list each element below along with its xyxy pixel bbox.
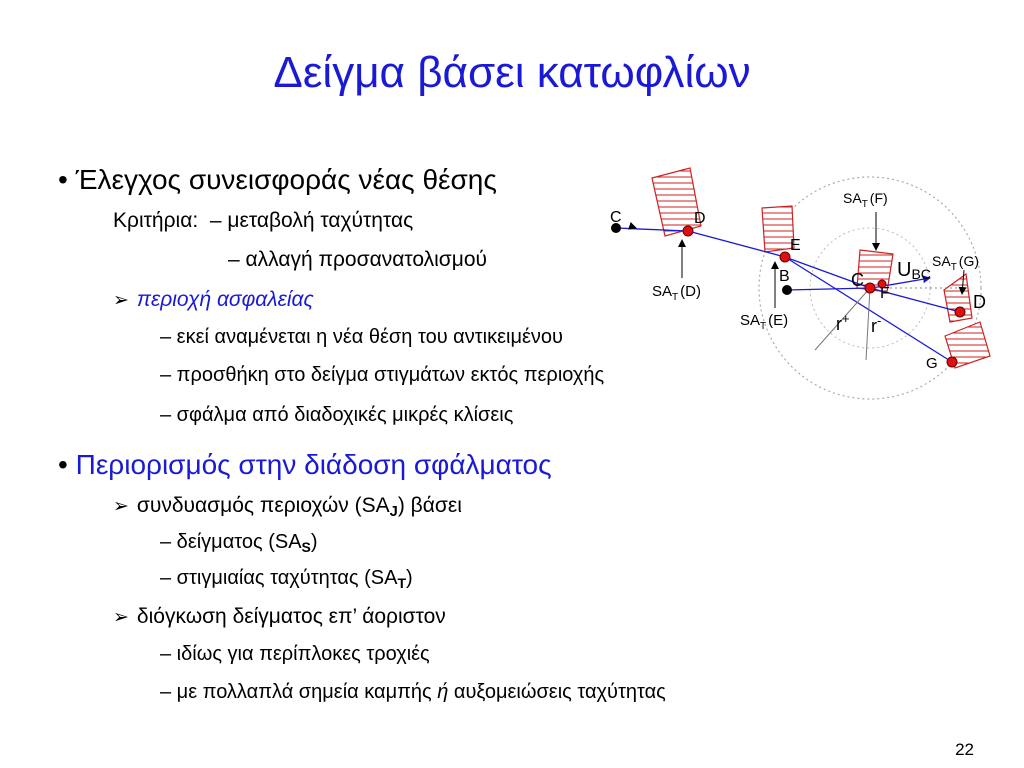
combination-suffix: ) βάσει bbox=[397, 494, 462, 517]
c-label-arrow bbox=[630, 226, 636, 228]
point-e bbox=[780, 252, 790, 262]
label-r-plus: r+ bbox=[836, 311, 850, 334]
combination-subscript: J bbox=[389, 504, 398, 521]
label-sat-e: $SA_T$ (E) bbox=[740, 312, 789, 332]
label-c-start: C bbox=[610, 209, 622, 226]
criteria-label: Κριτήρια: bbox=[113, 209, 199, 232]
point-g bbox=[947, 357, 957, 367]
criteria-orientation-change: – αλλαγή προσανατολισμού bbox=[228, 248, 488, 271]
point-b bbox=[782, 285, 792, 295]
criteria-speed-change: – μεταβολή ταχύτητας bbox=[209, 209, 414, 232]
sample-suffix: ) bbox=[310, 531, 318, 553]
sample-basis-text: – δείγματος (SA bbox=[160, 531, 302, 553]
label-ubc: UBC bbox=[897, 259, 931, 282]
safety-sub-3: – σφάλμα από διαδοχικές μικρές κλίσεις bbox=[160, 404, 514, 426]
point-d2 bbox=[955, 307, 965, 317]
safety-sub-2: – προσθήκη στο δείγμα στιγμάτων εκτός περιοχής bbox=[160, 364, 605, 386]
label-d2: D bbox=[973, 292, 986, 312]
point-c bbox=[865, 283, 875, 293]
label-r-minus: r- bbox=[871, 313, 882, 336]
label-f: F bbox=[880, 285, 890, 302]
growth-sub-2-suffix: αυξομειώσεις ταχύτητας bbox=[448, 681, 666, 703]
bullet-contribution-check: • Έλεγχος συνεισφοράς νέας θέσης bbox=[58, 164, 497, 195]
label-d: D bbox=[694, 210, 706, 227]
label-c: C bbox=[851, 270, 864, 290]
combination-text: συνδυασμός περιοχών (SA bbox=[136, 494, 390, 517]
growth-sub-2-text: – με πολλαπλά σημεία καμπής bbox=[160, 681, 438, 703]
safety-sub-1: – εκεί αναμένεται η νέα θέση του αντικειμένου bbox=[160, 326, 563, 348]
growth-sub-1: – ιδίως για περίπλοκες τροχιές bbox=[160, 643, 430, 665]
speed-suffix: ) bbox=[406, 567, 413, 589]
error-propagation-text: Περιορισμός στην διάδοση σφάλματος bbox=[75, 449, 552, 480]
label-b: B bbox=[779, 268, 790, 285]
label-sat-d: $SA_T$ (D) bbox=[652, 283, 701, 303]
bullet-dot: • bbox=[58, 449, 68, 480]
label-g: G bbox=[926, 355, 938, 372]
speed-basis-text: – στιγμιαίας ταχύτητας (SA bbox=[160, 567, 398, 589]
arrow-bullet-icon: ➢ bbox=[113, 607, 129, 628]
page-number: 22 bbox=[955, 740, 974, 759]
growth-sub-2-or: ή bbox=[437, 681, 449, 703]
point-d bbox=[683, 226, 693, 236]
safety-area-text: περιοχή ασφαλείας bbox=[136, 288, 314, 311]
slide-title: Δείγμα βάσει κατωφλίων bbox=[273, 48, 751, 97]
label-sat-g: $SA_T$ (G) bbox=[932, 253, 980, 273]
arrow-bullet-icon: ➢ bbox=[113, 290, 129, 311]
label-sat-f: $SA_T$ (F) bbox=[843, 190, 888, 210]
growth-text: διόγκωση δείγματος επ’ άοριστον bbox=[136, 605, 446, 628]
sample-subscript: S bbox=[301, 538, 311, 555]
speed-subscript: T bbox=[397, 574, 407, 591]
r-minus-radius bbox=[866, 288, 870, 360]
arrow-bullet-icon: ➢ bbox=[113, 496, 129, 517]
label-e: E bbox=[790, 237, 801, 254]
